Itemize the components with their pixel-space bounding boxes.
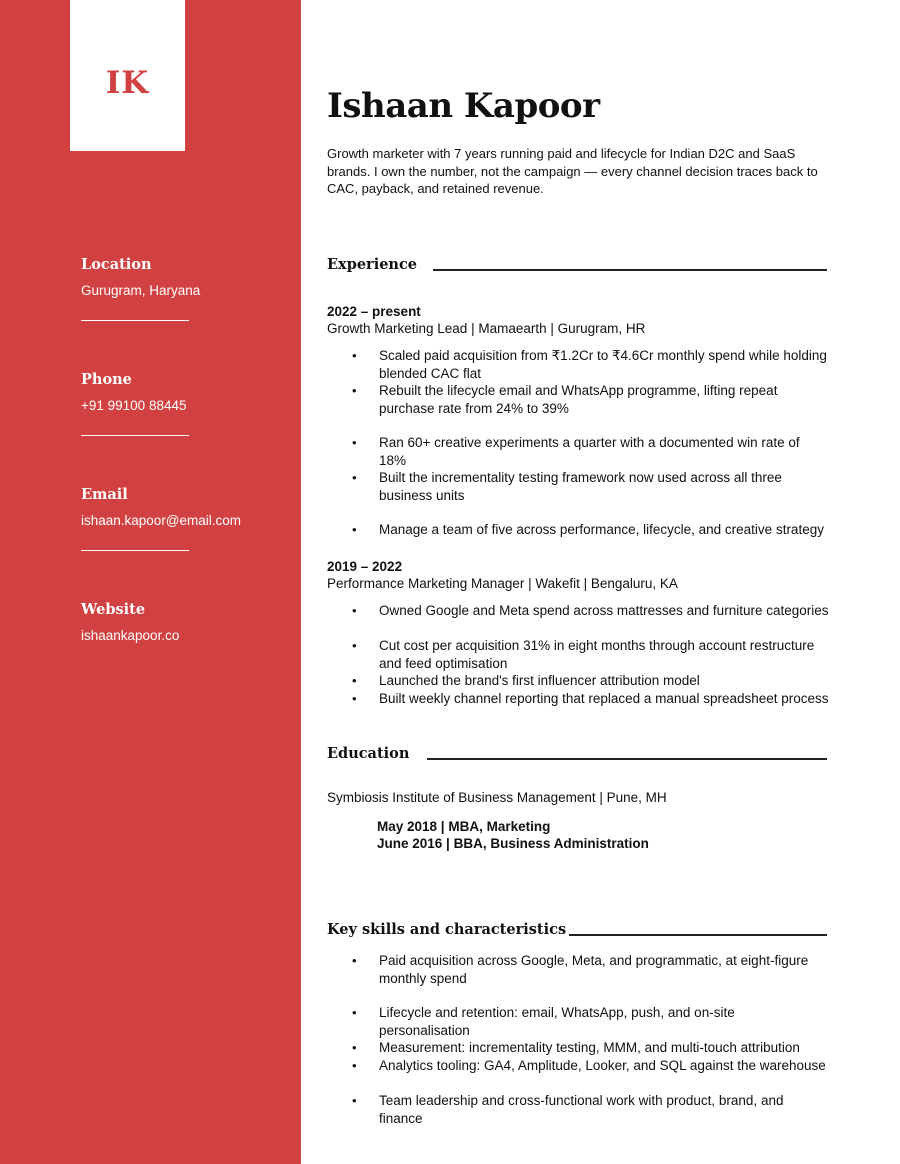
bullet-dot: • — [352, 1093, 357, 1108]
education-degree: May 2018 | MBA, Marketing — [377, 819, 551, 834]
job-bullet: Built weekly channel reporting that replaced a manual spreadsheet process — [379, 691, 829, 706]
bullet-dot: • — [352, 1005, 357, 1020]
education-section-header — [327, 745, 827, 765]
skills-title: Key skills and characteristics — [327, 921, 567, 938]
monogram-badge — [70, 0, 185, 151]
job-dates: 2022 – present — [327, 304, 421, 319]
candidate-name: Ishaan Kapoor — [327, 86, 600, 126]
job-bullet: Built the incrementality testing framework now used across all three business units — [379, 470, 782, 503]
bullet-dot: • — [352, 383, 357, 398]
contact-label-phone: Phone — [81, 371, 132, 388]
bullet-dot: • — [352, 638, 357, 653]
contact-value-website[interactable]: ishaankapoor.co — [81, 628, 180, 643]
contact-location — [81, 256, 281, 298]
contact-divider — [81, 550, 189, 551]
contact-value-phone[interactable]: +91 99100 88445 — [81, 398, 187, 413]
contact-label-location: Location — [81, 256, 152, 273]
job-bullet: Owned Google and Meta spend across mattresses and furniture categories — [379, 603, 829, 618]
bullet-dot: • — [352, 1058, 357, 1073]
job-bullet: Rebuilt the lifecycle email and WhatsApp programme, lifting repeat purchase rate from 24% to 39% — [379, 383, 778, 416]
job-dates: 2019 – 2022 — [327, 559, 403, 574]
bullet-dot: • — [352, 470, 357, 485]
section-rule — [427, 758, 827, 760]
bullet-dot: • — [352, 603, 357, 618]
bullet-dot: • — [352, 1040, 357, 1055]
skill-bullet: Measurement: incrementality testing, MMM, and multi-touch attribution — [379, 1040, 800, 1055]
bullet-dot: • — [352, 673, 357, 688]
education-title: Education — [327, 745, 410, 762]
job-bullet: Scaled paid acquisition from ₹1.2Cr to ₹4.6Cr monthly spend while holding blended CAC flat — [379, 348, 827, 381]
bullet-dot: • — [352, 435, 357, 450]
bullet-dot: • — [352, 953, 357, 968]
education-school: Symbiosis Institute of Business Management | Pune, MH — [327, 790, 667, 805]
job-bullet: Cut cost per acquisition 31% in eight months through account restructure and feed optimisation — [379, 638, 815, 671]
contact-divider — [81, 435, 189, 436]
contact-value-location: Gurugram, Haryana — [81, 283, 201, 298]
job-bullet: Manage a team of five across performance, lifecycle, and creative strategy — [379, 522, 824, 537]
contact-website — [81, 601, 281, 643]
job-bullet: Ran 60+ creative experiments a quarter with a documented win rate of 18% — [379, 435, 800, 468]
job-bullet: Launched the brand's first influencer attribution model — [379, 673, 700, 688]
bullet-dot: • — [352, 348, 357, 363]
contact-divider — [81, 320, 189, 321]
contact-email — [81, 486, 281, 528]
job-role: Growth Marketing Lead | Mamaearth | Gurugram, HR — [327, 321, 646, 336]
experience-section-header — [327, 256, 827, 276]
section-rule — [569, 934, 827, 936]
monogram: IK — [105, 64, 150, 101]
skill-bullet: Lifecycle and retention: email, WhatsApp, push, and on-site personalisation — [379, 1005, 735, 1038]
contact-label-website: Website — [81, 601, 146, 618]
contact-phone — [81, 371, 281, 413]
education-degree: June 2016 | BBA, Business Administration — [377, 836, 649, 851]
contact-value-email[interactable]: ishaan.kapoor@email.com — [81, 513, 242, 528]
section-rule — [433, 269, 827, 271]
experience-title: Experience — [327, 256, 418, 273]
bullet-dot: • — [352, 691, 357, 706]
contact-label-email: Email — [81, 486, 128, 503]
job-role: Performance Marketing Manager | Wakefit | Bengaluru, KA — [327, 576, 678, 591]
skill-bullet: Team leadership and cross-functional work with product, brand, and finance — [379, 1093, 784, 1126]
skills-section-header — [327, 921, 827, 941]
skill-bullet: Analytics tooling: GA4, Amplitude, Looker, and SQL against the warehouse — [379, 1058, 826, 1073]
profile-summary: Growth marketer with 7 years running paid and lifecycle for Indian D2C and SaaS brands. I own the number, not the campaign — every channel decision traces back to CAC, payback, and retained revenue. — [327, 146, 818, 196]
bullet-dot: • — [352, 522, 357, 537]
skill-bullet: Paid acquisition across Google, Meta, and programmatic, at eight-figure monthly spend — [379, 953, 809, 986]
sidebar — [0, 0, 301, 1164]
